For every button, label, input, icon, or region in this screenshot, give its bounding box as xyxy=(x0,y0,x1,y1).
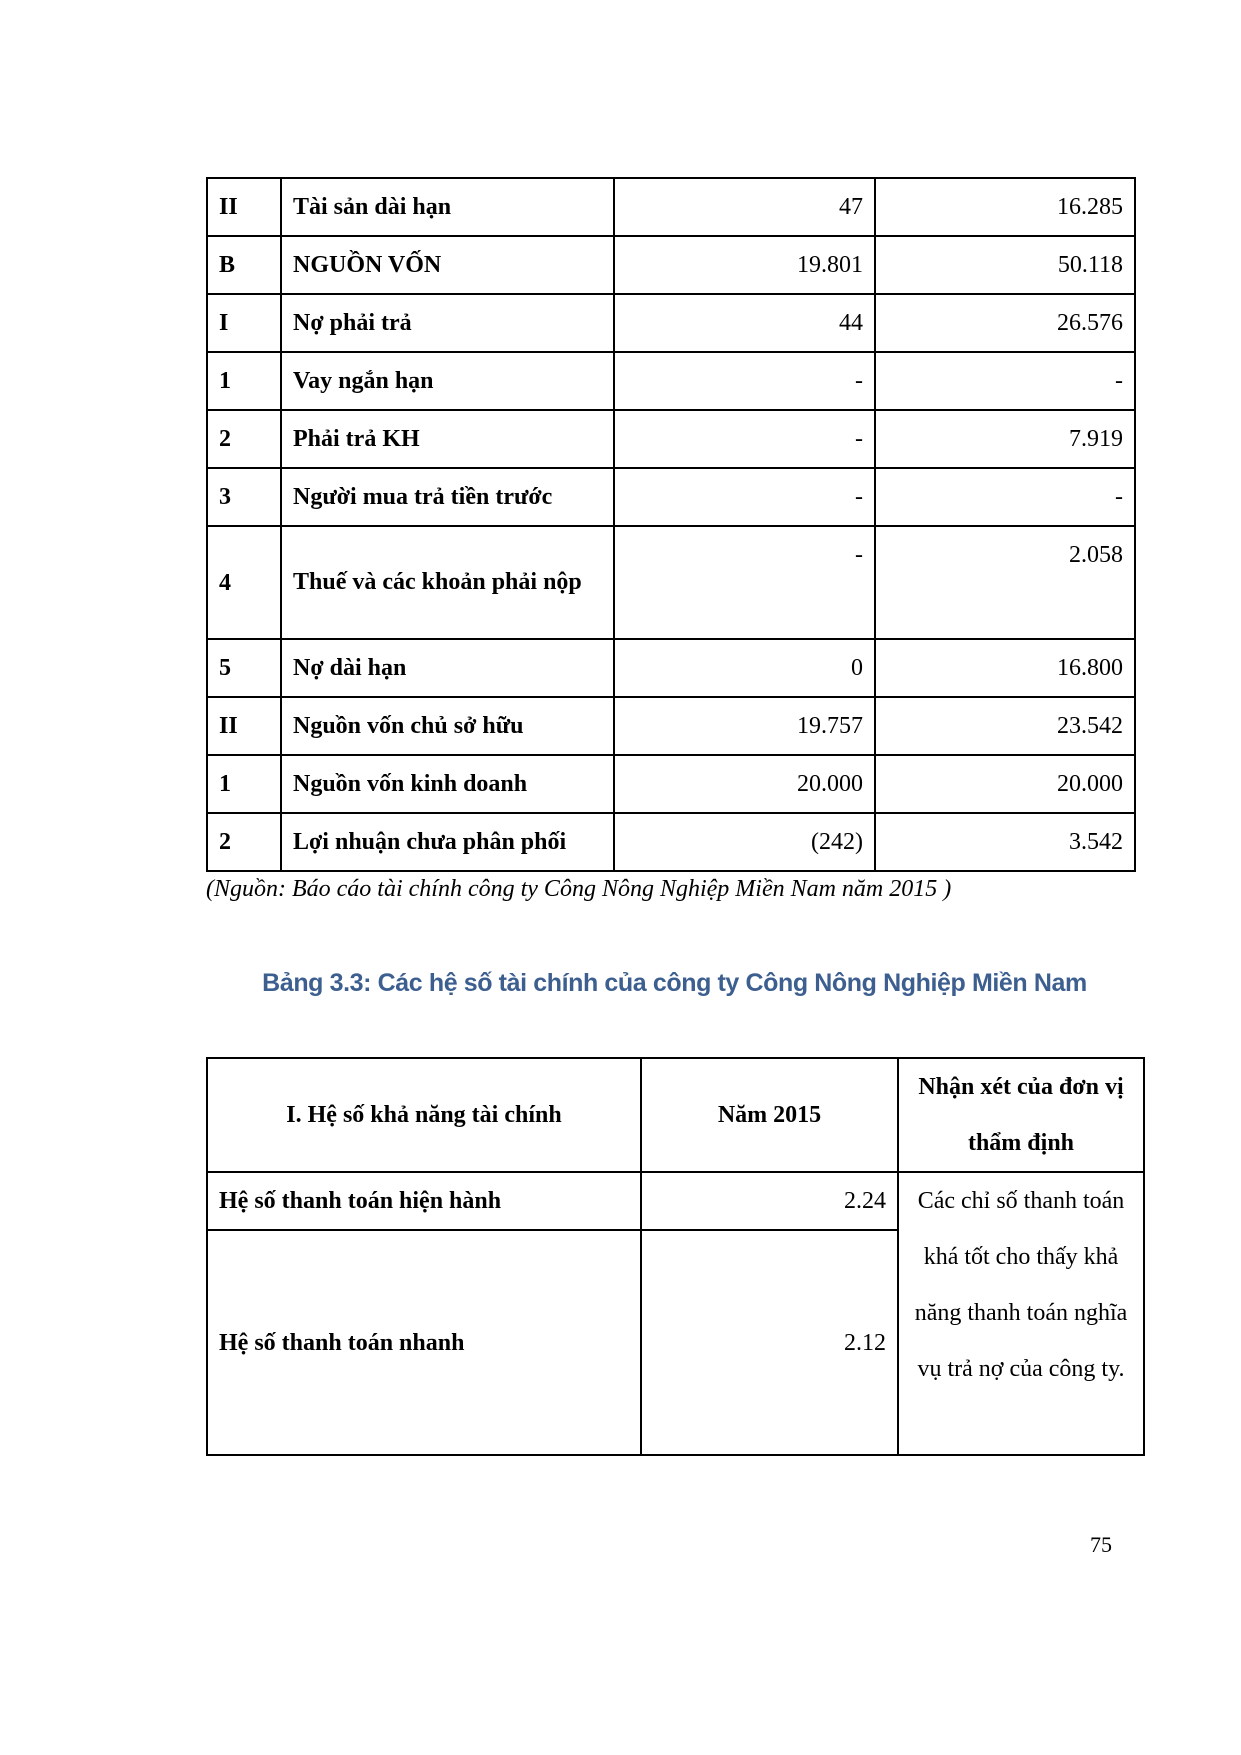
row-label: Lợi nhuận chưa phân phối xyxy=(281,813,614,871)
row-label: Nguồn vốn kinh doanh xyxy=(281,755,614,813)
value-col1: 0 xyxy=(614,639,875,697)
value-col1: 19.801 xyxy=(614,236,875,294)
value-col1: - xyxy=(614,352,875,410)
value-col2: 50.118 xyxy=(875,236,1135,294)
header-year: Năm 2015 xyxy=(641,1058,898,1172)
ratio-value: 2.12 xyxy=(641,1230,898,1455)
row-code: B xyxy=(207,236,281,294)
ratio-label: Hệ số thanh toán nhanh xyxy=(207,1230,641,1455)
table-row xyxy=(207,755,1135,813)
value-col1: (242) xyxy=(614,813,875,871)
page-number: 75 xyxy=(1090,1532,1112,1557)
value-col2: 2.058 xyxy=(875,526,1135,639)
table-row xyxy=(207,410,1135,468)
row-label: Nợ phải trả xyxy=(281,294,614,352)
row-label: Nguồn vốn chủ sở hữu xyxy=(281,697,614,755)
row-code: 4 xyxy=(207,526,281,639)
table-row xyxy=(207,178,1135,236)
source-note: (Nguồn: Báo cáo tài chính công ty Công Nông Nghiệp Miền Nam năm 2015 ) xyxy=(206,876,952,902)
row-label: Tài sản dài hạn xyxy=(281,178,614,236)
table-row xyxy=(207,1172,1144,1230)
value-col2: 20.000 xyxy=(875,755,1135,813)
value-col2: 26.576 xyxy=(875,294,1135,352)
row-code: 1 xyxy=(207,352,281,410)
table-caption: Bảng 3.3: Các hệ số tài chính của công ty Công Nông Nghiệp Miền Nam xyxy=(262,969,1087,997)
row-code: II xyxy=(207,178,281,236)
assessment-comment: Các chỉ số thanh toán khá tốt cho thấy khả năng thanh toán nghĩa vụ trả nợ của công ty. xyxy=(898,1172,1144,1455)
value-col2: 7.919 xyxy=(875,410,1135,468)
row-label: Thuế và các khoản phải nộp xyxy=(281,526,614,639)
header-row xyxy=(207,1058,1144,1172)
value-col2: 3.542 xyxy=(875,813,1135,871)
row-code: 2 xyxy=(207,813,281,871)
value-col2: 16.800 xyxy=(875,639,1135,697)
value-col1: 19.757 xyxy=(614,697,875,755)
row-code: 3 xyxy=(207,468,281,526)
header-ratio: I. Hệ số khả năng tài chính xyxy=(207,1058,641,1172)
row-label: Vay ngắn hạn xyxy=(281,352,614,410)
row-label: Nợ dài hạn xyxy=(281,639,614,697)
value-col2: - xyxy=(875,468,1135,526)
value-col2: 16.285 xyxy=(875,178,1135,236)
value-col2: - xyxy=(875,352,1135,410)
table-row xyxy=(207,294,1135,352)
financial-ratios-table xyxy=(206,1057,1145,1456)
row-label: Người mua trả tiền trước xyxy=(281,468,614,526)
value-col1: - xyxy=(614,526,875,639)
table-row xyxy=(207,352,1135,410)
table-row xyxy=(207,526,1135,639)
table-row xyxy=(207,639,1135,697)
row-label: NGUỒN VỐN xyxy=(281,236,614,294)
value-col1: 44 xyxy=(614,294,875,352)
row-code: II xyxy=(207,697,281,755)
value-col1: 20.000 xyxy=(614,755,875,813)
row-code: 2 xyxy=(207,410,281,468)
value-col2: 23.542 xyxy=(875,697,1135,755)
row-code: 1 xyxy=(207,755,281,813)
table-row xyxy=(207,236,1135,294)
row-label: Phải trả KH xyxy=(281,410,614,468)
row-code: 5 xyxy=(207,639,281,697)
ratio-value: 2.24 xyxy=(641,1172,898,1230)
value-col1: - xyxy=(614,410,875,468)
row-code: I xyxy=(207,294,281,352)
balance-sheet-table xyxy=(206,177,1136,872)
ratio-label: Hệ số thanh toán hiện hành xyxy=(207,1172,641,1230)
value-col1: 47 xyxy=(614,178,875,236)
header-comment: Nhận xét của đơn vị thẩm định xyxy=(898,1058,1144,1172)
value-col1: - xyxy=(614,468,875,526)
table-row xyxy=(207,697,1135,755)
table-row xyxy=(207,468,1135,526)
table-row xyxy=(207,813,1135,871)
